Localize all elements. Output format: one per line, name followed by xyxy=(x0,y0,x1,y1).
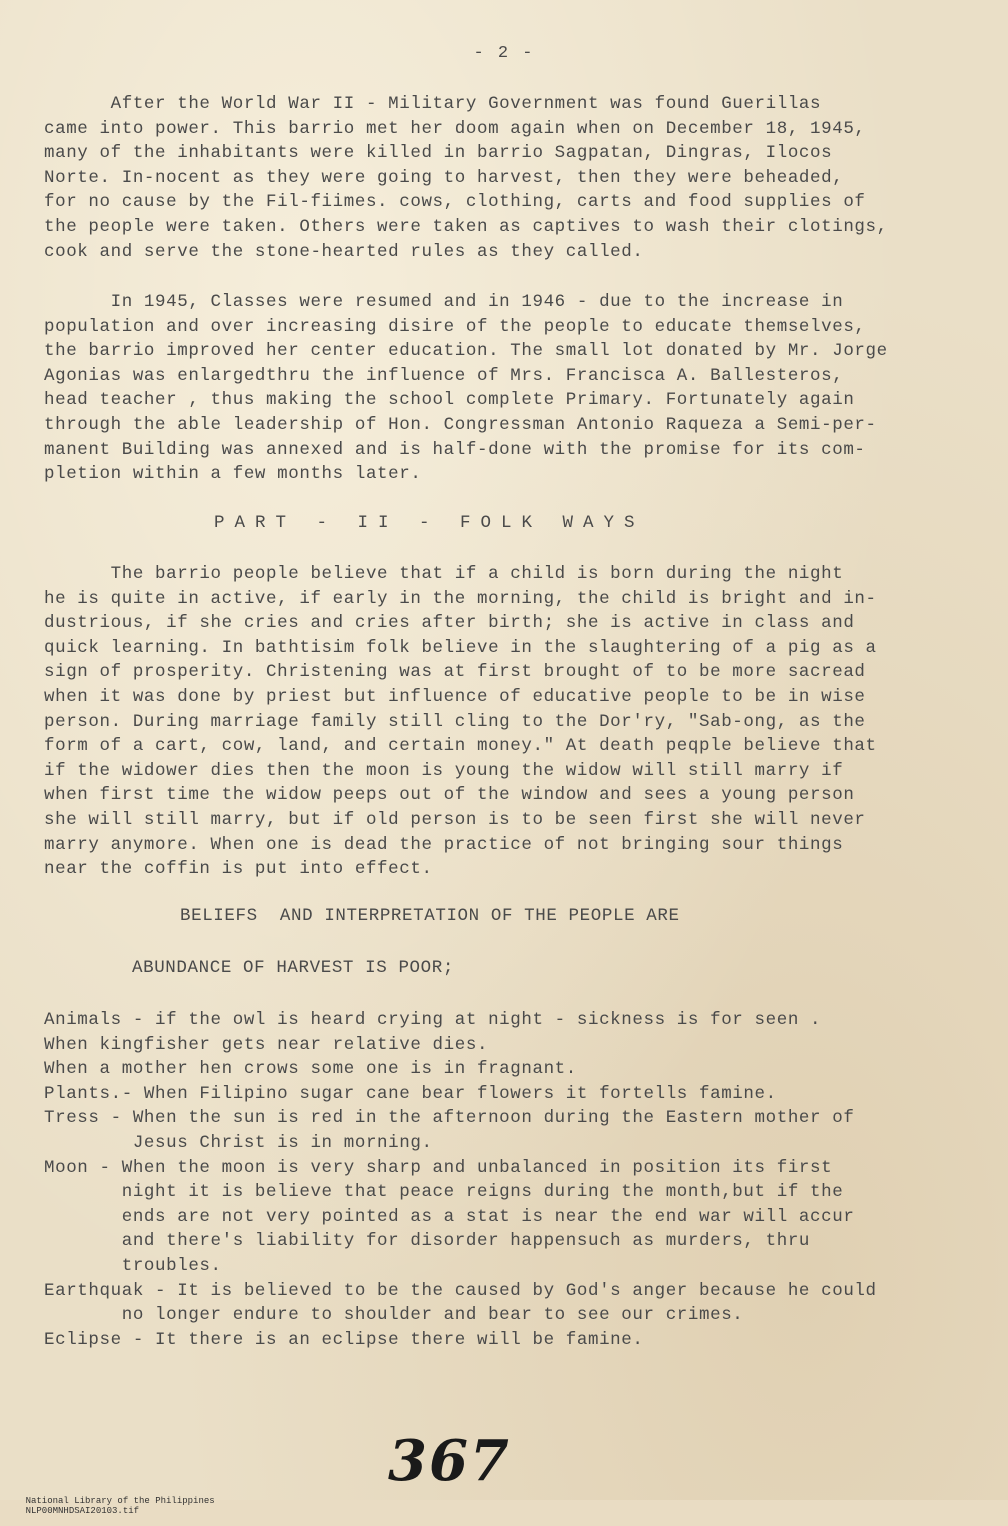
paragraph-folk-ways: The barrio people believe that if a child is born during the night he is quite in active, if early in the morning, the child is bright and in- dustrious, if she cries and cries after birth; she is active in class and quick learning. In bathtisim folk believe in the slaughtering of a pig as a sign of prosperity. Christening was at first brought of to be more sacread when it was done by priest but influence of educative people to be in wise person. During marriage family still cling to the Dor'ry, "Sab-ong, as the form of a cart, cow, land, and certain money." At death peqple believe that if the widower dies then the moon is young the widow will still marry if when first time the widow peeps out of the window and sees a young person she will still marry, but if old person is to be seen first she will never marry anymore. When one is dead the practice of not bringing sour things near the coffin is put into effect. xyxy=(44,564,877,880)
paragraph-war-history: After the World War II - Military Government was found Guerillas came into power. This barrio met her doom again when on December 18, 1945, many of the inhabitants were killed in barrio Sagpatan, Dingras, Ilocos Norte. In-nocent as they were going to harvest, then they were beheaded, for no cause by the Fil-fiimes. cows, clothing, carts and food supplies of the people were taken. Others were taken as captives to wash their clotings, cook and serve the stone-hearted rules as they called. xyxy=(44,94,888,262)
heading-abundance-of-harvest: ABUNDANCE OF HARVEST IS POOR; xyxy=(132,958,454,978)
paragraph-school-history: In 1945, Classes were resumed and in 1946 - due to the increase in population and over increasing disire of the people to educate themselves, the barrio improved her center education. The small lot donated by Mr. Jorge Agonias was enlargedthru the influence of Mrs. Francisca A. Ballesteros, head teacher , thus making the school complete Primary. Fortunately again through the able leadership of Hon. Congressman Antonio Raqueza a Semi-per- manent Building was annexed and is half-done with the promise for its com- pletion within a few months later. xyxy=(44,292,888,485)
heading-beliefs: BELIEFS AND INTERPRETATION OF THE PEOPLE ARE xyxy=(180,906,680,926)
footer-filename: NLP00MNHDSAI20103.tif xyxy=(25,1506,140,1516)
heading-part-ii-folk-ways: PART - II - FOLK WAYS xyxy=(214,513,645,533)
page-number: - 2 - xyxy=(473,44,535,63)
beliefs-list: Animals - if the owl is heard crying at night - sickness is for seen . When kingfisher gets near relative dies. When a mother hen crows some one is in fragnant. Plants.- When Filipino sugar cane bear flowers it fortells famine. Tress - When the sun is red in the afternoon during the Eastern mother of Jesus Christ is in morning. Moon - When the moon is very sharp and unbalanced in position its first night it is believe that peace reigns during the month,but if the ends are not very pointed as a stat is near the end war will accur and there's liability for disorder happensuch as murders, thru troubles. Earthquak - It is believed to be the caused by God's anger because he could no longer endure to shoulder and bear to see our crimes. Eclipse - It there is an eclipse there will be famine. xyxy=(44,1010,877,1350)
footer-library: National Library of the Philippines xyxy=(25,1496,215,1506)
archive-footer xyxy=(4,1486,245,1526)
handwritten-folio-number: 367 xyxy=(388,1428,511,1494)
